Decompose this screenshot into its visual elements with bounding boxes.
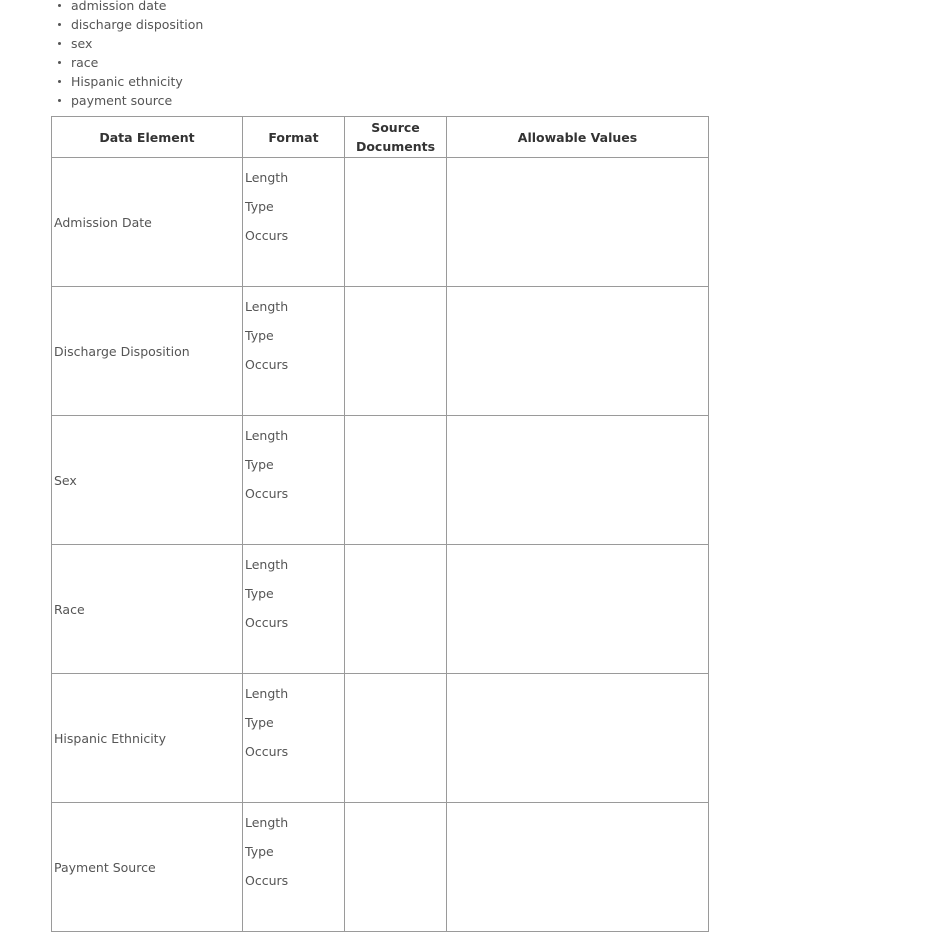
element-name-cell: Sex [52, 416, 243, 545]
format-length-label: Length [245, 815, 289, 830]
format-length-label: Length [245, 686, 289, 701]
format-cell [243, 674, 345, 803]
list-item [0, 0, 203, 15]
list-item-text: admission date [71, 0, 167, 13]
allowable-values-cell[interactable] [447, 803, 709, 932]
list-item [0, 72, 203, 91]
source-documents-cell[interactable] [345, 545, 447, 674]
list-item-text: race [71, 55, 99, 70]
format-cell [243, 803, 345, 932]
format-occurs-label: Occurs [245, 486, 289, 501]
format-type-label: Type [245, 457, 274, 472]
bullet-icon [58, 23, 61, 26]
format-length-label: Length [245, 557, 289, 572]
format-occurs-label: Occurs [245, 615, 289, 630]
format-occurs-label: Occurs [245, 357, 289, 372]
format-type-label: Type [245, 199, 274, 214]
list-item-text: sex [71, 36, 93, 51]
allowable-values-cell[interactable] [447, 416, 709, 545]
header-allowable-values: Allowable Values [447, 117, 709, 158]
table-row [52, 158, 709, 287]
list-item-text: payment source [71, 93, 173, 108]
list-item [0, 53, 203, 72]
format-occurs-label: Occurs [245, 744, 289, 759]
header-format: Format [243, 117, 345, 158]
format-type-label: Type [245, 586, 274, 601]
table-row [52, 674, 709, 803]
allowable-values-cell[interactable] [447, 287, 709, 416]
header-data-element: Data Element [52, 117, 243, 158]
list-item [0, 34, 203, 53]
format-type-label: Type [245, 328, 274, 343]
bullet-icon [58, 99, 61, 102]
header-source-documents-line2: Documents [355, 139, 436, 154]
format-cell [243, 545, 345, 674]
format-type-label: Type [245, 844, 274, 859]
table-row [52, 545, 709, 674]
format-cell [243, 158, 345, 287]
list-item [0, 91, 203, 110]
bullet-icon [58, 4, 61, 7]
table-header-row [52, 117, 709, 158]
format-length-label: Length [245, 428, 289, 443]
data-dictionary-table [51, 116, 709, 932]
allowable-values-cell[interactable] [447, 545, 709, 674]
table-row [52, 803, 709, 932]
format-occurs-label: Occurs [245, 228, 289, 243]
list-item-text: Hispanic ethnicity [71, 74, 183, 89]
allowable-values-cell[interactable] [447, 674, 709, 803]
bullet-icon [58, 42, 61, 45]
source-documents-cell[interactable] [345, 674, 447, 803]
format-cell [243, 287, 345, 416]
table-row [52, 287, 709, 416]
source-documents-cell[interactable] [345, 803, 447, 932]
element-name-cell: Admission Date [52, 158, 243, 287]
format-length-label: Length [245, 170, 289, 185]
element-name-cell: Hispanic Ethnicity [52, 674, 243, 803]
element-name-cell: Discharge Disposition [52, 287, 243, 416]
format-occurs-label: Occurs [245, 873, 289, 888]
data-element-list [0, 0, 203, 110]
table-row [52, 416, 709, 545]
format-cell [243, 416, 345, 545]
source-documents-cell[interactable] [345, 287, 447, 416]
allowable-values-cell[interactable] [447, 158, 709, 287]
source-documents-cell[interactable] [345, 416, 447, 545]
header-source-documents-line1: Source [371, 120, 420, 135]
bullet-icon [58, 61, 61, 64]
source-documents-cell[interactable] [345, 158, 447, 287]
list-item [0, 15, 203, 34]
format-type-label: Type [245, 715, 274, 730]
list-item-text: discharge disposition [71, 17, 204, 32]
element-name-cell: Payment Source [52, 803, 243, 932]
element-name-cell: Race [52, 545, 243, 674]
format-length-label: Length [245, 299, 289, 314]
bullet-icon [58, 80, 61, 83]
header-source-documents [345, 117, 447, 158]
